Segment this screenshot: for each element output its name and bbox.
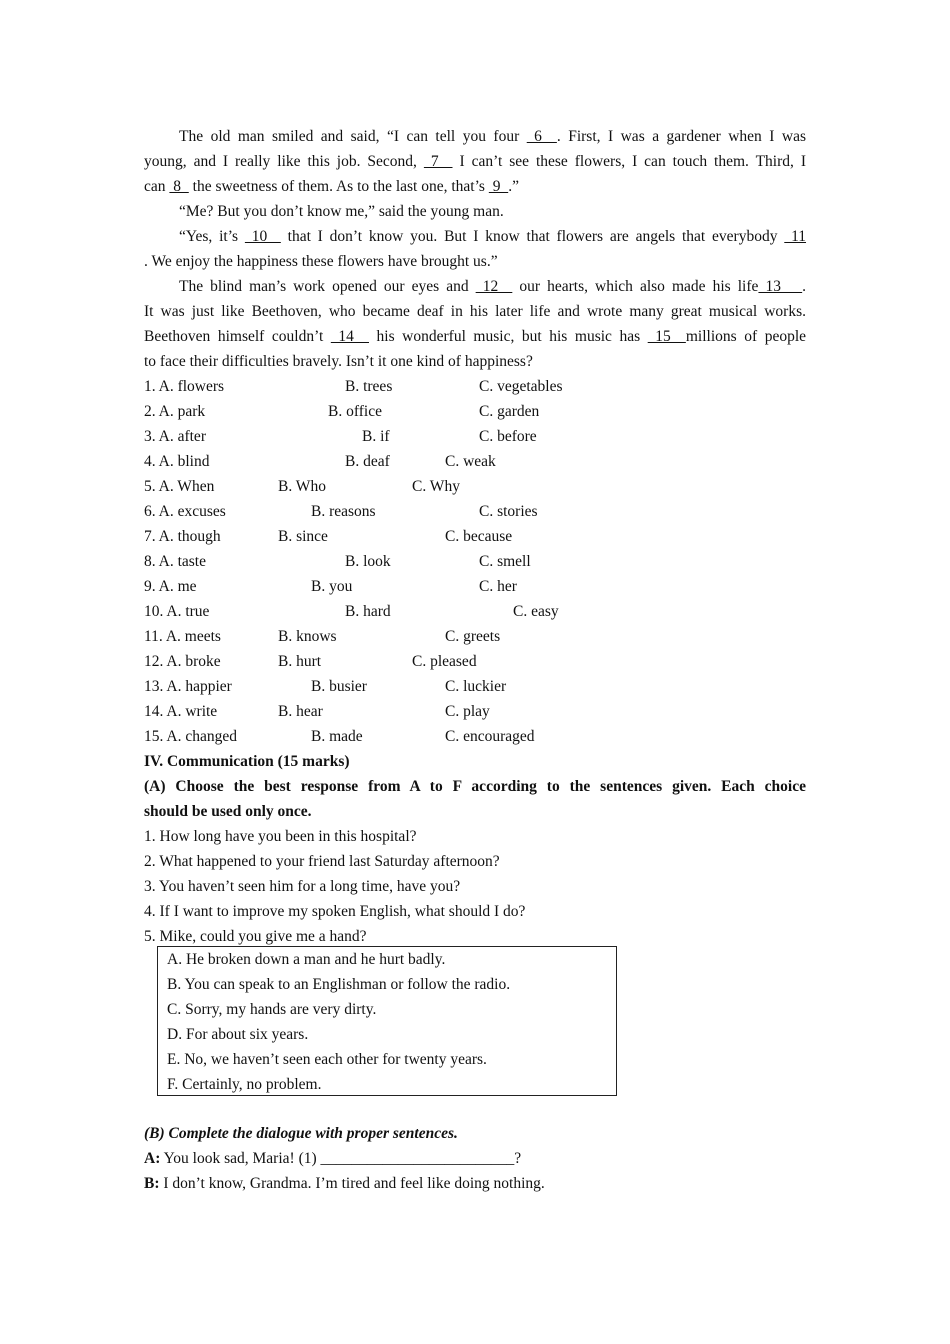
passage-line: “Me? But you don’t know me,” said the young man. xyxy=(179,203,504,220)
question-item: 3. You haven’t seen him for a long time, have you? xyxy=(144,878,461,895)
option-c[interactable]: C. easy xyxy=(513,603,559,620)
option-c[interactable]: C. pleased xyxy=(412,653,477,670)
option-row xyxy=(144,599,806,624)
cloze-passage xyxy=(144,124,806,949)
speaker-label: A: xyxy=(144,1150,161,1167)
option-a[interactable]: 7. A. though xyxy=(144,528,221,545)
option-row xyxy=(144,399,806,424)
option-c[interactable]: C. before xyxy=(479,428,537,445)
option-c[interactable]: C. her xyxy=(479,578,517,595)
option-c[interactable]: C. smell xyxy=(479,553,531,570)
option-c[interactable]: C. weak xyxy=(445,453,496,470)
option-c[interactable]: C. because xyxy=(445,528,513,545)
part-a-instruction: (A) Choose the best response from A to F according to the sentences given. Each choice xyxy=(144,778,806,795)
option-c[interactable]: C. stories xyxy=(479,503,538,520)
option-a[interactable]: 12. A. broke xyxy=(144,653,221,670)
option-row xyxy=(144,424,806,449)
passage-line: It was just like Beethoven, who became deaf in his later life and wrote many great musical works. xyxy=(144,303,806,320)
response-option: E. No, we haven’t seen each other for twenty years. xyxy=(167,1051,487,1068)
response-option: C. Sorry, my hands are very dirty. xyxy=(167,1001,377,1018)
option-row xyxy=(144,524,806,549)
part-b-heading: (B) Complete the dialogue with proper sentences. xyxy=(144,1125,458,1142)
option-b[interactable]: B. you xyxy=(311,578,353,595)
option-b[interactable]: B. deaf xyxy=(345,453,390,470)
option-b[interactable]: B. trees xyxy=(345,378,393,395)
passage-line: . We enjoy the happiness these flowers have brought us.” xyxy=(144,253,498,270)
option-a[interactable]: 5. A. When xyxy=(144,478,215,495)
blank-10[interactable]: 10 xyxy=(244,228,281,245)
blank-8[interactable]: 8 xyxy=(169,178,189,195)
option-a[interactable]: 11. A. meets xyxy=(144,628,221,645)
option-a[interactable]: 13. A. happier xyxy=(144,678,232,695)
response-options-box xyxy=(157,946,617,1096)
passage-line: to face their difficulties bravely. Isn’t it one kind of happiness? xyxy=(144,353,533,370)
response-option: B. You can speak to an Englishman or follow the radio. xyxy=(167,976,511,993)
option-b[interactable]: B. if xyxy=(362,428,390,445)
option-a[interactable]: 1. A. flowers xyxy=(144,378,225,395)
blank-6[interactable]: 6 xyxy=(526,128,557,145)
option-row xyxy=(144,549,806,574)
option-row xyxy=(144,474,806,499)
option-row xyxy=(144,724,806,749)
option-a[interactable]: 3. A. after xyxy=(144,428,206,445)
response-option: F. Certainly, no problem. xyxy=(167,1076,322,1093)
option-a[interactable]: 4. A. blind xyxy=(144,453,210,470)
speaker-label: B: xyxy=(144,1175,160,1192)
option-c[interactable]: C. play xyxy=(445,703,490,720)
option-b[interactable]: B. hear xyxy=(278,703,323,720)
blank-11[interactable]: 11 xyxy=(784,228,807,245)
blank-13[interactable]: 13 xyxy=(758,278,803,295)
option-row xyxy=(144,624,806,649)
response-option: A. He broken down a man and he hurt badly. xyxy=(167,951,446,968)
blank-14[interactable]: 14 xyxy=(330,328,369,345)
passage-line: “Yes, it’s 10 that I don’t know you. But I know that flowers are angels that everybody 11 xyxy=(179,228,807,245)
option-c[interactable]: C. vegetables xyxy=(479,378,563,395)
option-row xyxy=(144,699,806,724)
option-a[interactable]: 2. A. park xyxy=(144,403,206,420)
option-c[interactable]: C. garden xyxy=(479,403,540,420)
option-b[interactable]: B. office xyxy=(328,403,382,420)
option-b[interactable]: B. made xyxy=(311,728,363,745)
option-c[interactable]: C. luckier xyxy=(445,678,507,695)
passage-line: can 8 the sweetness of them. As to the last one, that’s 9 .” xyxy=(144,178,519,195)
option-b[interactable]: B. knows xyxy=(278,628,337,645)
part-a-instruction: should be used only once. xyxy=(144,803,312,820)
question-item: 2. What happened to your friend last Saturday afternoon? xyxy=(144,853,500,870)
option-b[interactable]: B. busier xyxy=(311,678,367,695)
option-a[interactable]: 14. A. write xyxy=(144,703,218,720)
option-row xyxy=(144,449,806,474)
option-a[interactable]: 9. A. me xyxy=(144,578,197,595)
dialogue-text[interactable]: You look sad, Maria! (1) _________________________? xyxy=(160,1150,522,1167)
option-b[interactable]: B. Who xyxy=(278,478,326,495)
blank-7[interactable]: 7 xyxy=(423,153,453,170)
response-option: D. For about six years. xyxy=(167,1026,309,1043)
option-b[interactable]: B. hard xyxy=(345,603,391,620)
option-b[interactable]: B. reasons xyxy=(311,503,376,520)
option-a[interactable]: 10. A. true xyxy=(144,603,210,620)
option-row xyxy=(144,649,806,674)
blank-12[interactable]: 12 xyxy=(475,278,513,295)
passage-line: young, and I really like this job. Second, 7 I can’t see these flowers, I can touch them. Third, I xyxy=(144,153,806,170)
passage-line: The blind man’s work opened our eyes and 12 our hearts, which also made his life 13 . xyxy=(179,278,807,295)
dialogue-text: I don’t know, Grandma. I’m tired and feel like doing nothing. xyxy=(159,1175,545,1192)
option-row xyxy=(144,499,806,524)
passage-line: Beethoven himself couldn’t 14 his wonderful music, but his music has 15 millions of people xyxy=(144,328,807,345)
option-row xyxy=(144,574,806,599)
passage-line: The old man smiled and said, “I can tell you four 6 . First, I was a gardener when I was xyxy=(179,128,806,145)
blank-9[interactable]: 9 xyxy=(488,178,509,195)
section-heading: IV. Communication (15 marks) xyxy=(144,753,350,770)
blank-15[interactable]: 15 xyxy=(647,328,686,345)
option-c[interactable]: C. Why xyxy=(412,478,460,495)
option-c[interactable]: C. encouraged xyxy=(445,728,535,745)
dialogue-line xyxy=(144,1171,545,1196)
question-item: 4. If I want to improve my spoken English, what should I do? xyxy=(144,903,526,920)
option-b[interactable]: B. look xyxy=(345,553,391,570)
option-a[interactable]: 8. A. taste xyxy=(144,553,206,570)
option-b[interactable]: B. since xyxy=(278,528,328,545)
question-item: 1. How long have you been in this hospital? xyxy=(144,828,417,845)
option-row xyxy=(144,374,806,399)
option-b[interactable]: B. hurt xyxy=(278,653,322,670)
option-c[interactable]: C. greets xyxy=(445,628,501,645)
option-a[interactable]: 6. A. excuses xyxy=(144,503,226,520)
question-item: 5. Mike, could you give me a hand? xyxy=(144,928,367,945)
dialogue-line xyxy=(144,1146,521,1171)
option-row xyxy=(144,674,806,699)
option-a[interactable]: 15. A. changed xyxy=(144,728,237,745)
